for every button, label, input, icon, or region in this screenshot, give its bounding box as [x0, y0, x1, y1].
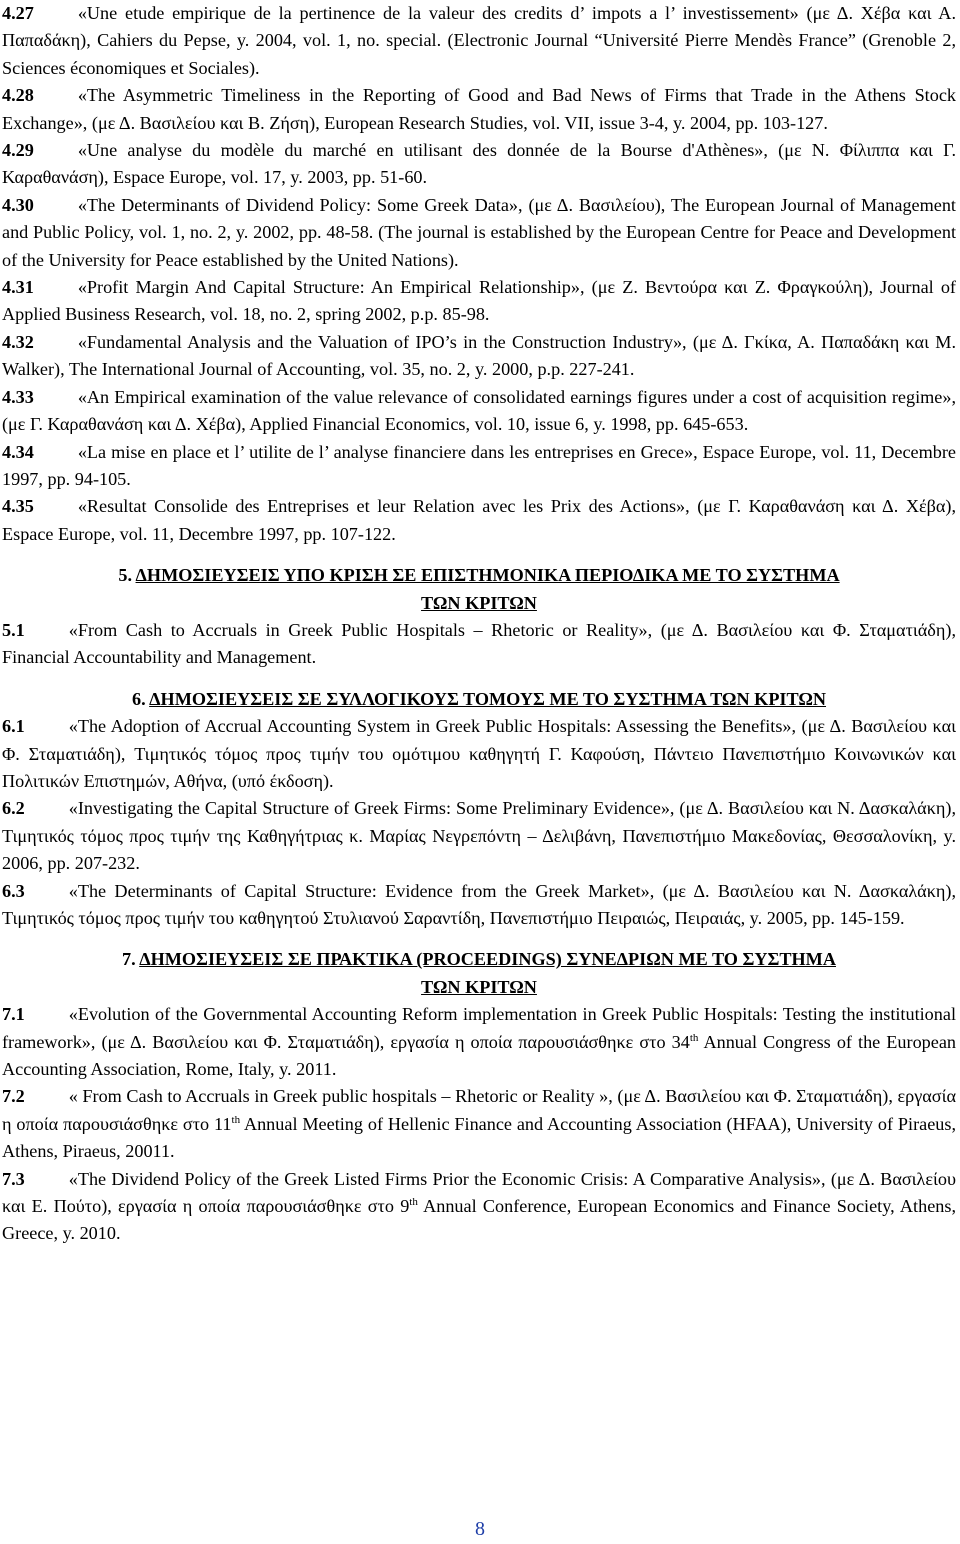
entry-text: «The Dividend Policy of the Greek Listed Firms Prior the Economic Crisis: A Comparative Analysis», (με Δ. Βασιλείου και Ε. Πούτο), εργασία η οποία παρουσιάσθηκε στο 9 [2, 1168, 956, 1217]
entry-text: «Une analyse du modèle du marché en utilisant des donnée de la Bourse d'Athènes», (με Ν. Φίλιππα και Γ. Καραθανάση), Espace Europe, vol. 17, y. 2003, pp. 51-60. [2, 140, 956, 188]
entry-number: 6.3 [2, 880, 25, 901]
entry-text: «Evolution of the Governmental Accounting Reform implementation in Greek Public Hospitals: Testing the institutional framework», (με Δ. Βασιλείου και Φ. Σταματιάδη), εργασία η οποία παρουσιάσθηκε στο 34 [2, 1004, 956, 1052]
entry-text: «The Determinants of Dividend Policy: Some Greek Data», (με Δ. Βασιλείου), The European Journal of Management and Public Policy, vol. 1, no. 2, y. 2002, pp. 48-58. (The journal is established by the European Centre for Peace and Development of the University for Peace established by the United Nations). [2, 194, 956, 270]
publication-entry [2, 82, 956, 137]
entry-number: 4.30 [2, 194, 34, 215]
entry-text: «Profit Margin And Capital Structure: An Empirical Relationship», (με Ζ. Βεντούρα και Ζ. Φραγκούλη), Journal of Applied Business Research, vol. 18, no. 2, spring 2002, p.p. 85-98. [2, 277, 956, 325]
entry-text: «The Adoption of Accrual Accounting System in Greek Public Hospitals: Assessing the Benefits», (με Δ. Βασιλείου και Φ. Σταματιάδη), Τιμητικός τόμος προς τιμήν του ομότιμου καθηγητή Γ. Καφούση, Πάντειο Πανεπιστήμιο Κοινωνικών και Πολιτικών Επιστημών, Αθήνα, (υπό έκδοση). [2, 716, 956, 791]
entry-number: 4.33 [2, 386, 34, 407]
entry-number: 7.3 [2, 1168, 25, 1189]
publication-entry [2, 384, 956, 439]
section-5-number: 5. [118, 565, 132, 586]
entry-text: «From Cash to Accruals in Greek Public Hospitals – Rhetoric or Reality», (με Δ. Βασιλείου και Φ. Σταματιάδη), Financial Accountability and Management. [2, 619, 956, 668]
entry-text: «Fundamental Analysis and the Valuation of IPO’s in the Construction Industry», (με Δ. Γκίκα, Α. Παπαδάκη και Μ. Walker), The International Journal of Accounting, vol. 35, no. 2, y. 2000, p.p. 227-241. [2, 331, 956, 380]
entry-number: 4.35 [2, 496, 34, 517]
section-7-heading [2, 946, 956, 1001]
ordinal-suffix: th [689, 1031, 699, 1044]
section-5-heading [2, 562, 956, 617]
entry-number: 4.27 [2, 3, 34, 23]
entry-text: « From Cash to Accruals in Greek public hospitals – Rhetoric or Reality », (με Δ. Βασιλείου και Φ. Σταματιάδη), εργασία η οποία παρουσιάσθηκε στο 11 [2, 1086, 956, 1134]
publication-entry [2, 0, 956, 82]
entry-text-cont: Annual Meeting of Hellenic Finance and Accounting Association (HFAA), University of Piraeus, Athens, Piraeus, 20011. [2, 1113, 956, 1162]
publication-entry [2, 439, 956, 494]
publication-entry [2, 713, 956, 795]
entry-number: 4.34 [2, 441, 34, 462]
publication-entry [2, 878, 956, 933]
entry-text: «La mise en place et l’ utilite de l’ analyse financiere dans les entreprises en Grece», Espace Europe, vol. 11, Decembre 1997, pp. 94-105. [2, 441, 956, 489]
entry-text-cont: Annual Conference, European Economics and Finance Society, Athens, Greece, y. 2010. [2, 1196, 956, 1244]
publication-entry [2, 1001, 956, 1083]
publication-entry [2, 137, 956, 192]
publication-entry [2, 1083, 956, 1165]
entry-number: 7.1 [2, 1004, 25, 1025]
entry-number: 7.2 [2, 1086, 25, 1107]
section-5-title-line2: ΤΩΝ ΚΡΙΤΩΝ [421, 592, 537, 613]
publication-entry [2, 617, 956, 672]
publication-entry [2, 329, 956, 384]
entry-text: «Investigating the Capital Structure of Greek Firms: Some Preliminary Evidence», (με Δ. Βασιλείου και Ν. Δασκαλάκη), Τιμητικός τόμος προς τιμήν της Καθηγήτριας κ. Μαρίας Νεγρεπόντη – Δελιβάνη, Πανεπιστήμιο Μακεδονίας, Θεσσαλονίκη, y. 2006, pp. 207-232. [2, 798, 956, 874]
publication-entry [2, 1166, 956, 1248]
ordinal-suffix: th [409, 1196, 418, 1208]
section-5-title-line1: ΔΗΜΟΣΙΕΥΣΕΙΣ ΥΠΟ ΚΡΙΣΗ ΣΕ ΕΠΙΣΤΗΜΟΝΙΚΑ ΠΕΡΙΟΔΙΚΑ ΜΕ ΤΟ ΣΥΣΤΗΜΑ [135, 565, 840, 586]
section-7-title-line1: ΔΗΜΟΣΙΕΥΣΕΙΣ ΣΕ ΠΡΑΚΤΙΚΑ (PROCEEDINGS) ΣΥΝΕΔΡΙΩΝ ΜΕ ΤΟ ΣΥΣΤΗΜΑ [139, 949, 836, 970]
publication-entry [2, 274, 956, 329]
entry-number: 4.31 [2, 277, 34, 298]
publication-entry [2, 795, 956, 877]
entry-number: 6.1 [2, 716, 25, 737]
entry-text-cont: Annual Congress of the European Accounting Association, Rome, Italy, y. 2011. [2, 1031, 956, 1080]
publication-list-5 [2, 617, 956, 672]
section-6-number: 6. [131, 688, 146, 709]
section-7-number: 7. [122, 949, 136, 970]
entry-number: 4.32 [2, 331, 34, 352]
publication-entry [2, 192, 956, 274]
section-6-title: ΔΗΜΟΣΙΕΥΣΕΙΣ ΣΕ ΣΥΛΛΟΓΙΚΟΥΣ ΤΟΜΟΥΣ ΜΕ ΤΟ ΣΥΣΤΗΜΑ ΤΩΝ ΚΡΙΤΩΝ [149, 688, 827, 709]
entry-text: «The Asymmetric Timeliness in the Reporting of Good and Bad News of Firms that Trade in the Athens Stock Exchange», (με Δ. Βασιλείου και Β. Ζήση), European Research Studies, vol. VII, issue 3-4, y. 2004, pp. 103-127. [2, 85, 956, 133]
entry-number: 6.2 [2, 798, 25, 819]
publication-list-6 [2, 713, 956, 932]
section-6-heading [2, 686, 956, 713]
publication-list-4 [2, 0, 956, 548]
entry-number: 5.1 [2, 619, 25, 640]
page-number: 8 [475, 1518, 485, 1540]
entry-text: «Une etude empirique de la pertinence de la valeur des credits d’ impots a l’ investissement» (με Δ. Χέβα και Α. Παπαδάκη), Cahiers du Pepse, y. 2004, vol. 1, no. special. (Electronic Journal “Université Pierre Mendès France” (Grenoble 2, Sciences économiques et Sociales). [2, 3, 956, 78]
entry-number: 4.29 [2, 140, 34, 161]
entry-text: «Resultat Consolide des Entreprises et leur Relation avec les Prix des Actions», (με Γ. Καραθανάση και Δ. Χέβα), Espace Europe, vol. 11, Decembre 1997, pp. 107-122. [2, 496, 956, 544]
section-7-title-line2: ΤΩΝ ΚΡΙΤΩΝ [421, 976, 537, 997]
publication-entry [2, 493, 956, 548]
entry-text: «An Empirical examination of the value relevance of consolidated earnings figures under a cost of acquisition regime», (με Γ. Καραθανάση και Δ. Χέβα), Applied Financial Economics, vol. 10, issue 6, y. 1998, pp. 645-653. [2, 386, 956, 435]
entry-number: 4.28 [2, 85, 34, 106]
ordinal-suffix: th [231, 1113, 241, 1126]
entry-text: «The Determinants of Capital Structure: Evidence from the Greek Market», (με Δ. Βασιλείου και Ν. Δασκαλάκη), Τιμητικός τόμος προς τιμήν του καθηγητού Στυλιανού Σαραντίδη, Πανεπιστήμιο Πειραιώς, Πειραιάς, y. 2005, pp. 145-159. [2, 880, 956, 928]
